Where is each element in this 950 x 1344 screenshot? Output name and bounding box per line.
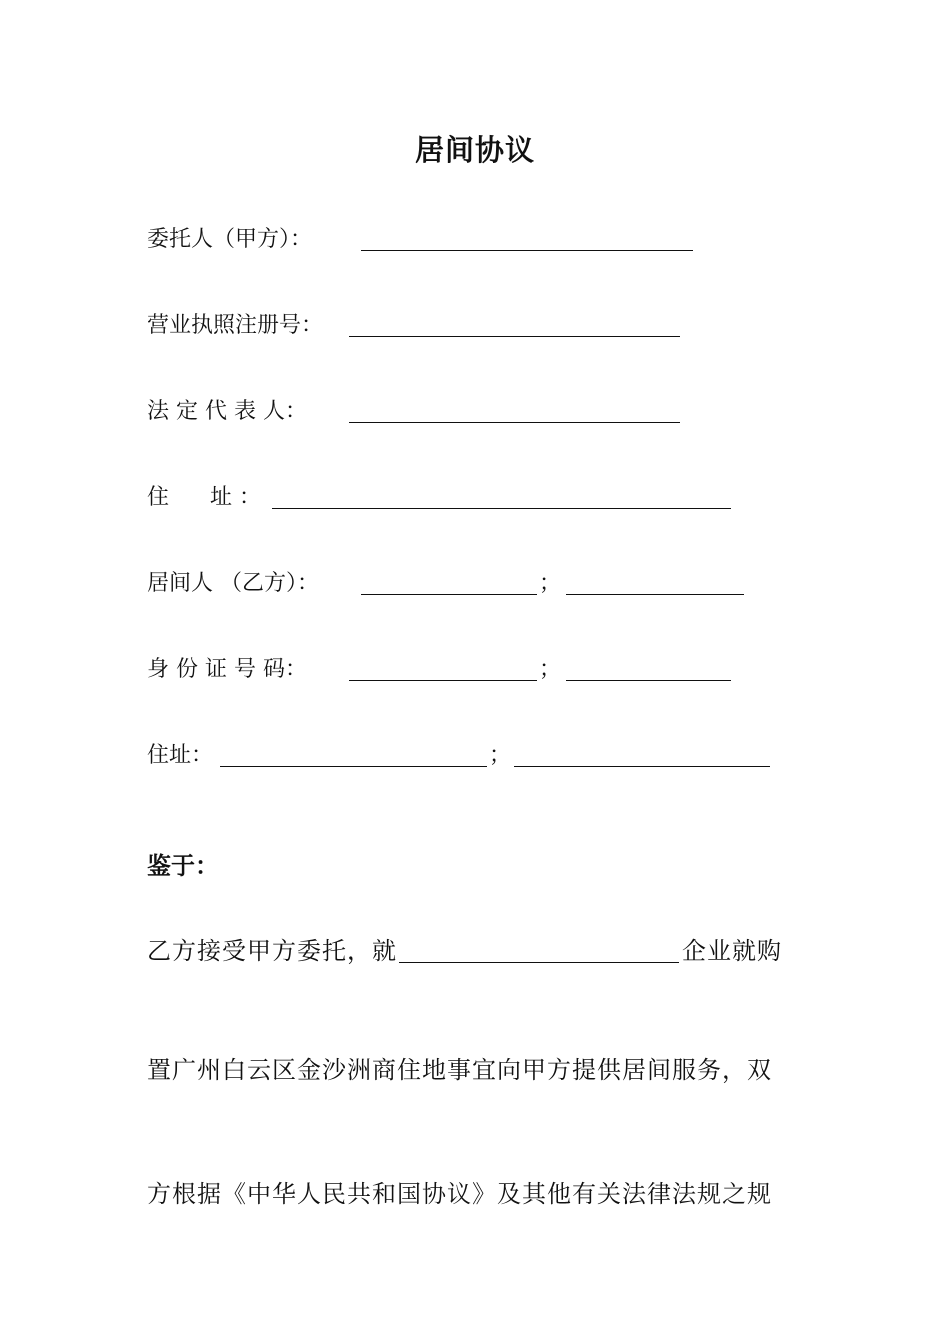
legal-representative-label: 法 定 代 表 人： [147, 399, 307, 424]
id-number-label: 身 份 证 号 码： [147, 657, 307, 682]
broker-separator: ； [539, 571, 562, 596]
id-number-blank-1 [349, 680, 537, 681]
client-label: 委托人（甲方）： [147, 227, 313, 252]
body-line-3: 方根据《中华人民共和国协议》及其他有关法律法规之规 [147, 1180, 772, 1208]
broker-address-blank-1 [220, 766, 487, 767]
body-line-1-suffix: 企业就购 [682, 937, 782, 965]
id-number-blank-2 [566, 680, 731, 681]
document-title: 居间协议 [414, 133, 535, 167]
client-address-blank [272, 508, 731, 509]
broker-address-separator: ； [489, 743, 512, 768]
broker-address-blank-2 [514, 766, 770, 767]
broker-label: 居间人 （乙方）： [147, 571, 319, 596]
client-address-label-a: 住 [147, 485, 170, 510]
id-number-separator: ； [539, 657, 562, 682]
license-number-label: 营业执照注册号： [147, 313, 324, 338]
broker-blank-2 [566, 594, 744, 595]
legal-representative-blank [349, 422, 680, 423]
license-number-blank [349, 336, 680, 337]
body-line-2: 置广州白云区金沙洲商住地事宜向甲方提供居间服务，双 [147, 1056, 772, 1084]
enterprise-blank [399, 962, 679, 963]
broker-address-label: 住址： [147, 743, 214, 768]
body-line-1-prefix: 乙方接受甲方委托，就 [147, 937, 397, 965]
whereas-heading: 鉴于： [147, 851, 219, 880]
client-blank [361, 250, 693, 251]
client-address-label-b: 址 ： [210, 485, 261, 510]
broker-blank-1 [361, 594, 537, 595]
